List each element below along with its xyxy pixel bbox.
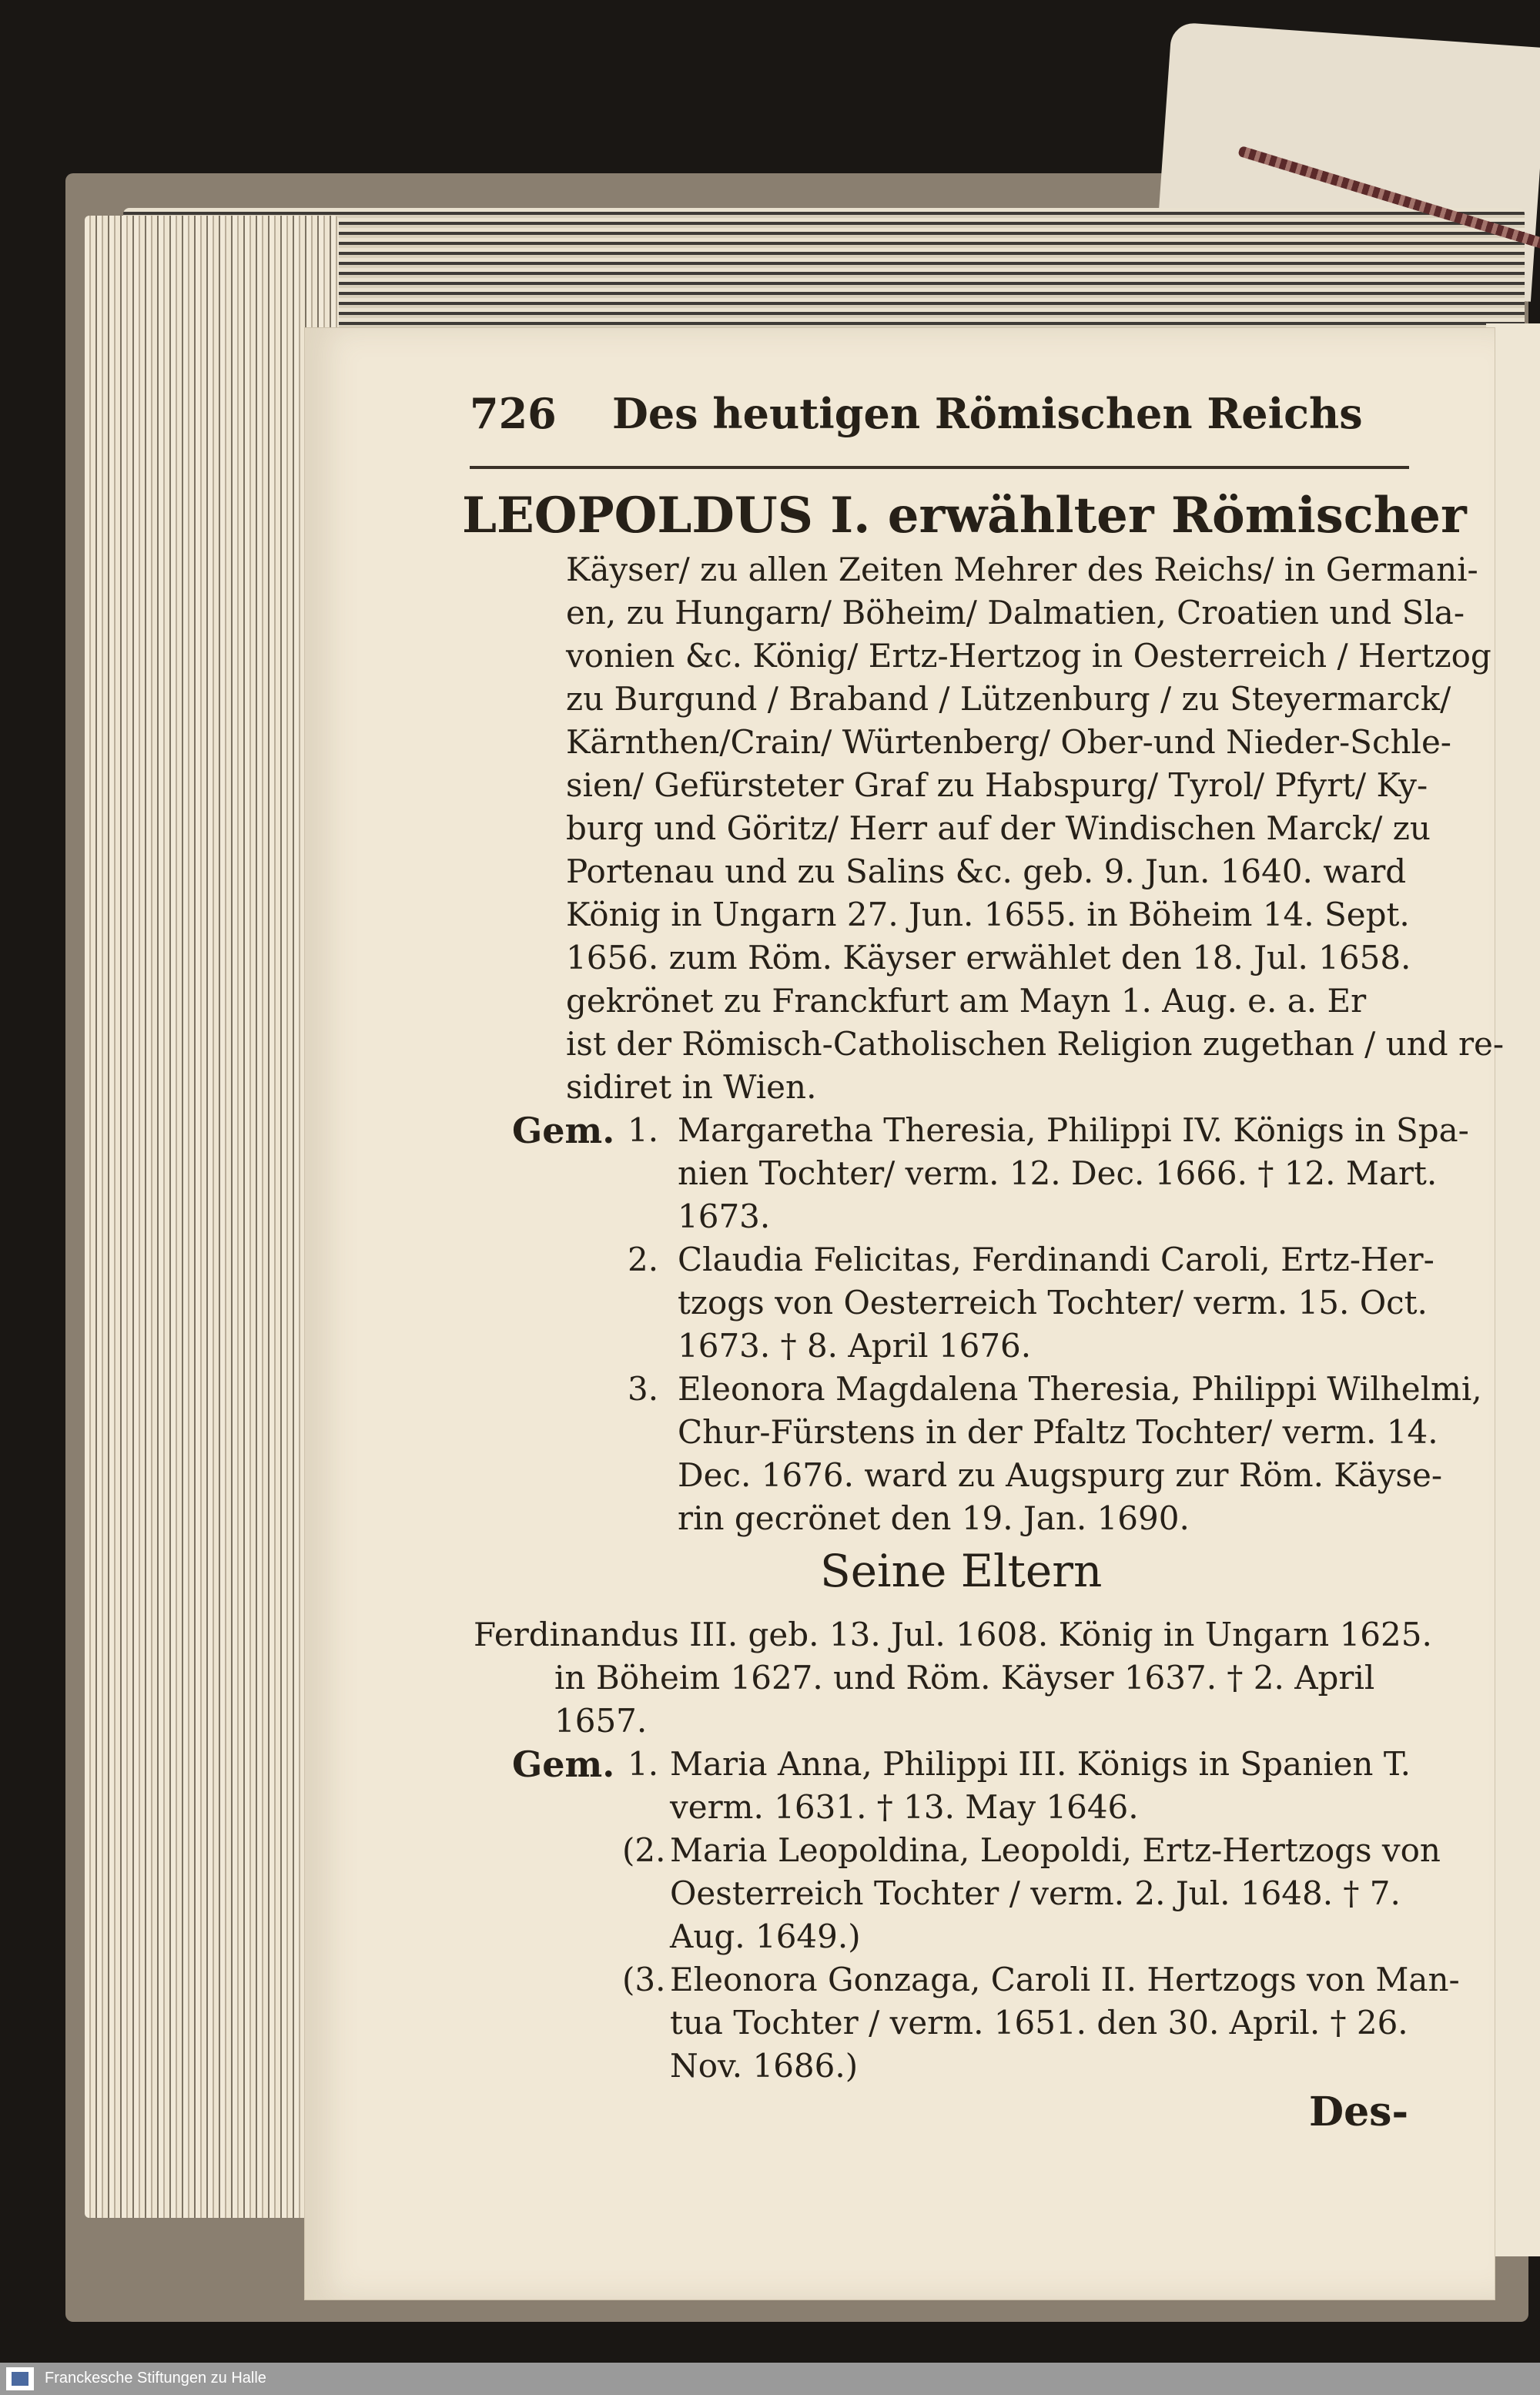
text-line: Dec. 1676. ward zu Augspurg zur Röm. Käyse- [678, 1456, 1443, 1494]
text-line: rin gecrönet den 19. Jan. 1690. [678, 1499, 1190, 1537]
text-line: tua Tochter / verm. 1651. den 30. April. † 26. [670, 2004, 1408, 2042]
marriage-number: (3. [622, 1961, 666, 1998]
text-line: 1657. [554, 1702, 648, 1740]
text-line: 1656. zum Röm. Käyser erwählet den 18. Jul. 1658. [566, 939, 1411, 976]
entry-heading: LEOPOLDUS I. erwählter Römischer [462, 487, 1467, 544]
text-line: gekrönet zu Franckfurt am Mayn 1. Aug. e. a. Er [566, 982, 1367, 1020]
text-line: nien Tochter/ verm. 12. Dec. 1666. † 12. Mart. [678, 1154, 1438, 1192]
marriage-number: 2. [628, 1241, 659, 1278]
running-title: Des heutigen Römischen Reichs [612, 389, 1363, 438]
text-line: Nov. 1686.) [670, 2047, 859, 2085]
text-line: vonien &c. König/ Ertz-Hertzog in Oesterreich / Hertzog [566, 637, 1491, 675]
text-line: verm. 1631. † 13. May 1646. [670, 1788, 1139, 1826]
text-line: Oesterreich Tochter / verm. 2. Jul. 1648. † 7. [670, 1874, 1401, 1912]
page-number: 726 [470, 389, 557, 438]
marriage-number: 3. [628, 1370, 659, 1408]
page-edges-left [85, 216, 339, 2218]
text-line: zu Burgund / Braband / Lützenburg / zu Steyermarck/ [566, 680, 1451, 718]
text-line: Margaretha Theresia, Philippi IV. Königs in Spa- [678, 1111, 1469, 1149]
text-line: en, zu Hungarn/ Böheim/ Dalmatien, Croatien und Sla- [566, 594, 1465, 631]
marriage-number: 1. [628, 1111, 659, 1149]
text-line: Maria Leopoldina, Leopoldi, Ertz-Hertzogs von [670, 1831, 1441, 1869]
text-line: König in Ungarn 27. Jun. 1655. in Böheim 14. Sept. [566, 896, 1410, 933]
page-header [470, 389, 1409, 451]
text-line: Maria Anna, Philippi III. Königs in Spanien T. [670, 1745, 1411, 1783]
section-title: Seine Eltern [820, 1545, 1103, 1597]
institution-logo-icon [6, 2367, 34, 2390]
text-line: sien/ Gefürsteter Graf zu Habspurg/ Tyrol/ Pfyrt/ Ky- [566, 766, 1428, 804]
text-line: in Böheim 1627. und Röm. Käyser 1637. † 2. April [554, 1659, 1375, 1697]
footer-bar [0, 2363, 1540, 2395]
text-line: tzogs von Oesterreich Tochter/ verm. 15. Oct. [678, 1284, 1428, 1321]
marriage-number: 1. [628, 1745, 659, 1783]
text-line: ist der Römisch-Catholischen Religion zugethan / und re- [566, 1025, 1505, 1063]
spouse-label: Gem. [512, 1110, 615, 1151]
text-line: Ferdinandus III. geb. 13. Jul. 1608. König in Ungarn 1625. [474, 1616, 1432, 1653]
text-line: 1673. † 8. April 1676. [678, 1327, 1032, 1365]
text-line: Käyser/ zu allen Zeiten Mehrer des Reichs/ in Germani- [566, 551, 1478, 588]
text-line: sidiret in Wien. [566, 1068, 817, 1106]
text-line: Claudia Felicitas, Ferdinandi Caroli, Ertz-Her- [678, 1241, 1435, 1278]
text-line: Chur-Fürstens in der Pfaltz Tochter/ verm. 14. [678, 1413, 1438, 1451]
text-line: Aug. 1649.) [670, 1918, 861, 1955]
spouse-label: Gem. [512, 1743, 615, 1785]
footer-credit: Franckesche Stiftungen zu Halle [45, 2370, 266, 2387]
text-line: burg und Göritz/ Herr auf der Windischen Marck/ zu [566, 809, 1431, 847]
text-line: Portenau und zu Salins &c. geb. 9. Jun. 1640. ward [566, 852, 1407, 890]
text-line: Kärnthen/Crain/ Würtenberg/ Ober-und Nieder-Schle- [566, 723, 1451, 761]
marriage-number: (2. [622, 1831, 666, 1869]
text-line: 1673. [678, 1198, 771, 1235]
catchword: Des- [1309, 2089, 1409, 2135]
text-line: Eleonora Magdalena Theresia, Philippi Wilhelmi, [678, 1370, 1482, 1408]
text-line: Eleonora Gonzaga, Caroli II. Hertzogs von Man- [670, 1961, 1460, 1998]
header-rule [470, 466, 1409, 469]
